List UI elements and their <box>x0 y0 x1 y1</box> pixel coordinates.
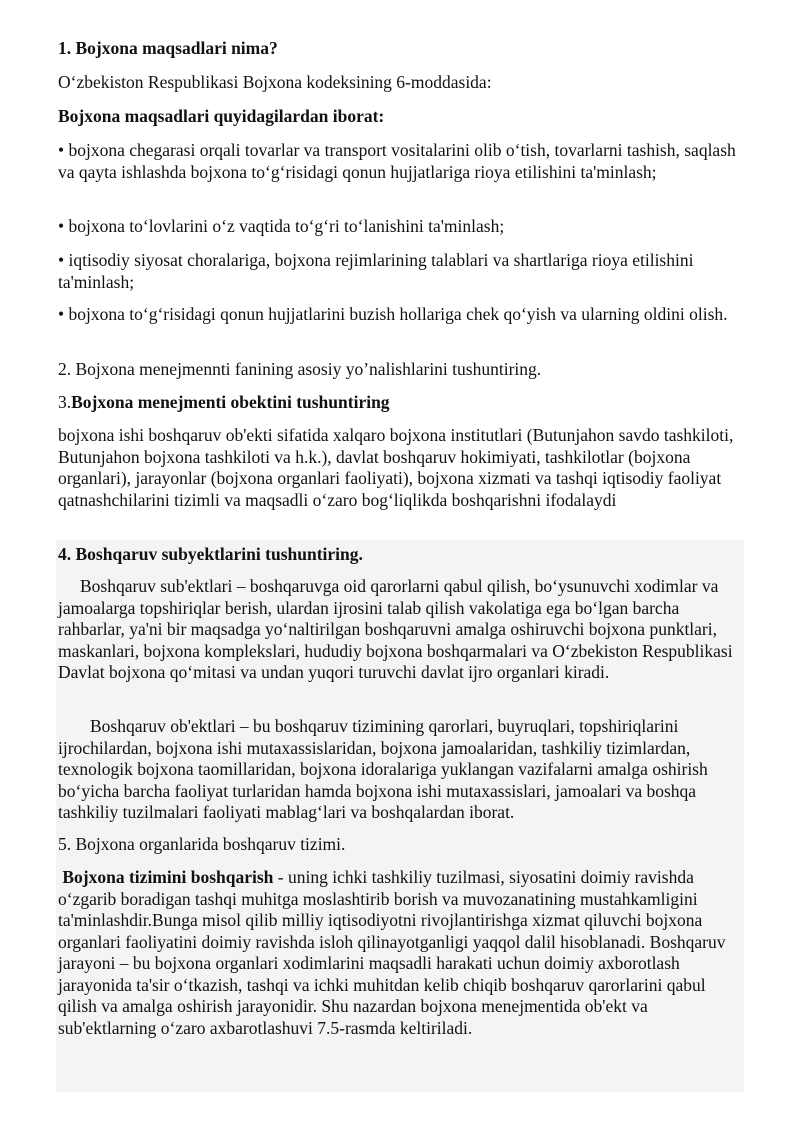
q5-body <box>58 867 748 1039</box>
q3-number: 3. <box>58 392 72 412</box>
q4-title: 4. Boshqaruv subyektlarini tushuntiring. <box>58 544 363 564</box>
q4-paragraph-2: Boshqaruv ob'ektlari – bu boshqaruv tizimining qarorlari, buyruqlari, topshiriqlarini ijrochilardan, bojxona ishi mutaxassislaridan, bojxona jamoalaridan, tashkiliy tizimlardan, texnologik bojxona taomillaridan, bojxona idoralariga yuklangan vazifalarni amalga oshirish bo‘yicha barcha faoliyat turlaridan hamda bojxona ishi mutaxassislari, jamoalari va boshqa tashkiliy tuzilmalari faoliyati mablag‘lari va boshqalardan iborat. <box>58 716 708 822</box>
q1-bullet-2: • bojxona to‘lovlarini o‘z vaqtida to‘g‘ri to‘lanishini ta'minlash; <box>58 216 505 236</box>
q1-title: 1. Bojxona maqsadlari nima? <box>58 38 278 58</box>
q4-paragraph-1: Boshqaruv sub'ektlari – boshqaruvga oid qarorlarni qabul qilish, bo‘ysunuvchi xodimlar va jamoalarga topshiriqlar berish, ulardan ijrosini talab qilish vakolatiga ega bo‘lgan barcha rahbarlar, ya'ni bir maqsadga yo‘naltirilgan boshqaruvni amalga oshiruvchi bojxona punktlari, maskanlari, bojxona komplekslari, hududiy bojxona boshqarmalari va O‘zbekiston Respublikasi Davlat bojxona qo‘mitasi va undan yuqori turuvchi davlat ijro organlari kiradi. <box>58 576 733 682</box>
q2-title: 2. Bojxona menejmennti fanining asosiy yo’nalishlarini tushuntiring. <box>58 359 542 379</box>
q5-body-text: - uning ichki tashkiliy tuzilmasi, siyosatini doimiy ravishda o‘zgarib boradigan tashqi muhitga moslashtirib borish va muvozanatining mustahkamligini ta'minlashdir.Bunga misol qilib milliy iqtisodiyotni rivojlantirishga xizmat qiluvchi bojxona organlari faoliyatini doimiy ravishda isloh qilinayotganligi yaqqol dalil hisoblanadi. Boshqaruv jarayoni – bu bojxona organlari xodimlarini maqsadli harakati uchun doimiy axborotlash jarayonida ta'sir o‘tkazish, tashqi va ichki muhitdan kelib chiqib boshqaruv qarorlarini qabul qilish va amalga oshirish jarayonidir. Shu nazardan bojxona menejmentida ob'ekt va sub'ektlarning o‘zaro axbarotlashuvi 7.5-rasmda keltiriladi. <box>58 867 726 1038</box>
q1-intro: O‘zbekiston Respublikasi Bojxona kodeksining 6-moddasida: <box>58 72 492 92</box>
q1-bullet-1: • bojxona chegarasi orqali tovarlar va transport vositalarini olib o‘tish, tovarlarni tashish, saqlash va qayta ishlashda bojxona to‘g‘risidagi qonun hujjatlariga rioya etilishini ta'minlash; <box>58 140 736 182</box>
q3-title <box>58 392 748 414</box>
q1-subtitle: Bojxona maqsadlari quyidagilardan iborat: <box>58 106 385 126</box>
q1-bullet-4: • bojxona to‘g‘risidagi qonun hujjatlarini buzish hollariga chek qo‘yish va ularning oldini olish. <box>58 304 728 324</box>
q3-title-text: Bojxona menejmenti obektini tushuntiring <box>71 392 390 412</box>
q1-bullet-3: • iqtisodiy siyosat choralariga, bojxona rejimlarining talablari va shartlariga rioya etilishini ta'minlash; <box>58 250 694 292</box>
q3-body: bojxona ishi boshqaruv ob'ekti sifatida xalqaro bojxona institutlari (Butunjahon savdo tashkiloti, Butunjahon bojxona tashkiloti va h.k.), davlat boshqaruv hokimiyati, tashkilotlar (bojxona organlari), jarayonlar (bojxona organlari faoliyati), bojxona xizmati va tashqi iqtisodiy faoliyat qatnashchilarini tizimli va maqsadli o‘zaro bog‘liqlikda boshqarishni ifodalaydi <box>58 425 734 510</box>
q5-title: 5. Bojxona organlarida boshqaruv tizimi. <box>58 834 346 854</box>
q5-bold-lead: Bojxona tizimini boshqarish <box>62 867 274 887</box>
